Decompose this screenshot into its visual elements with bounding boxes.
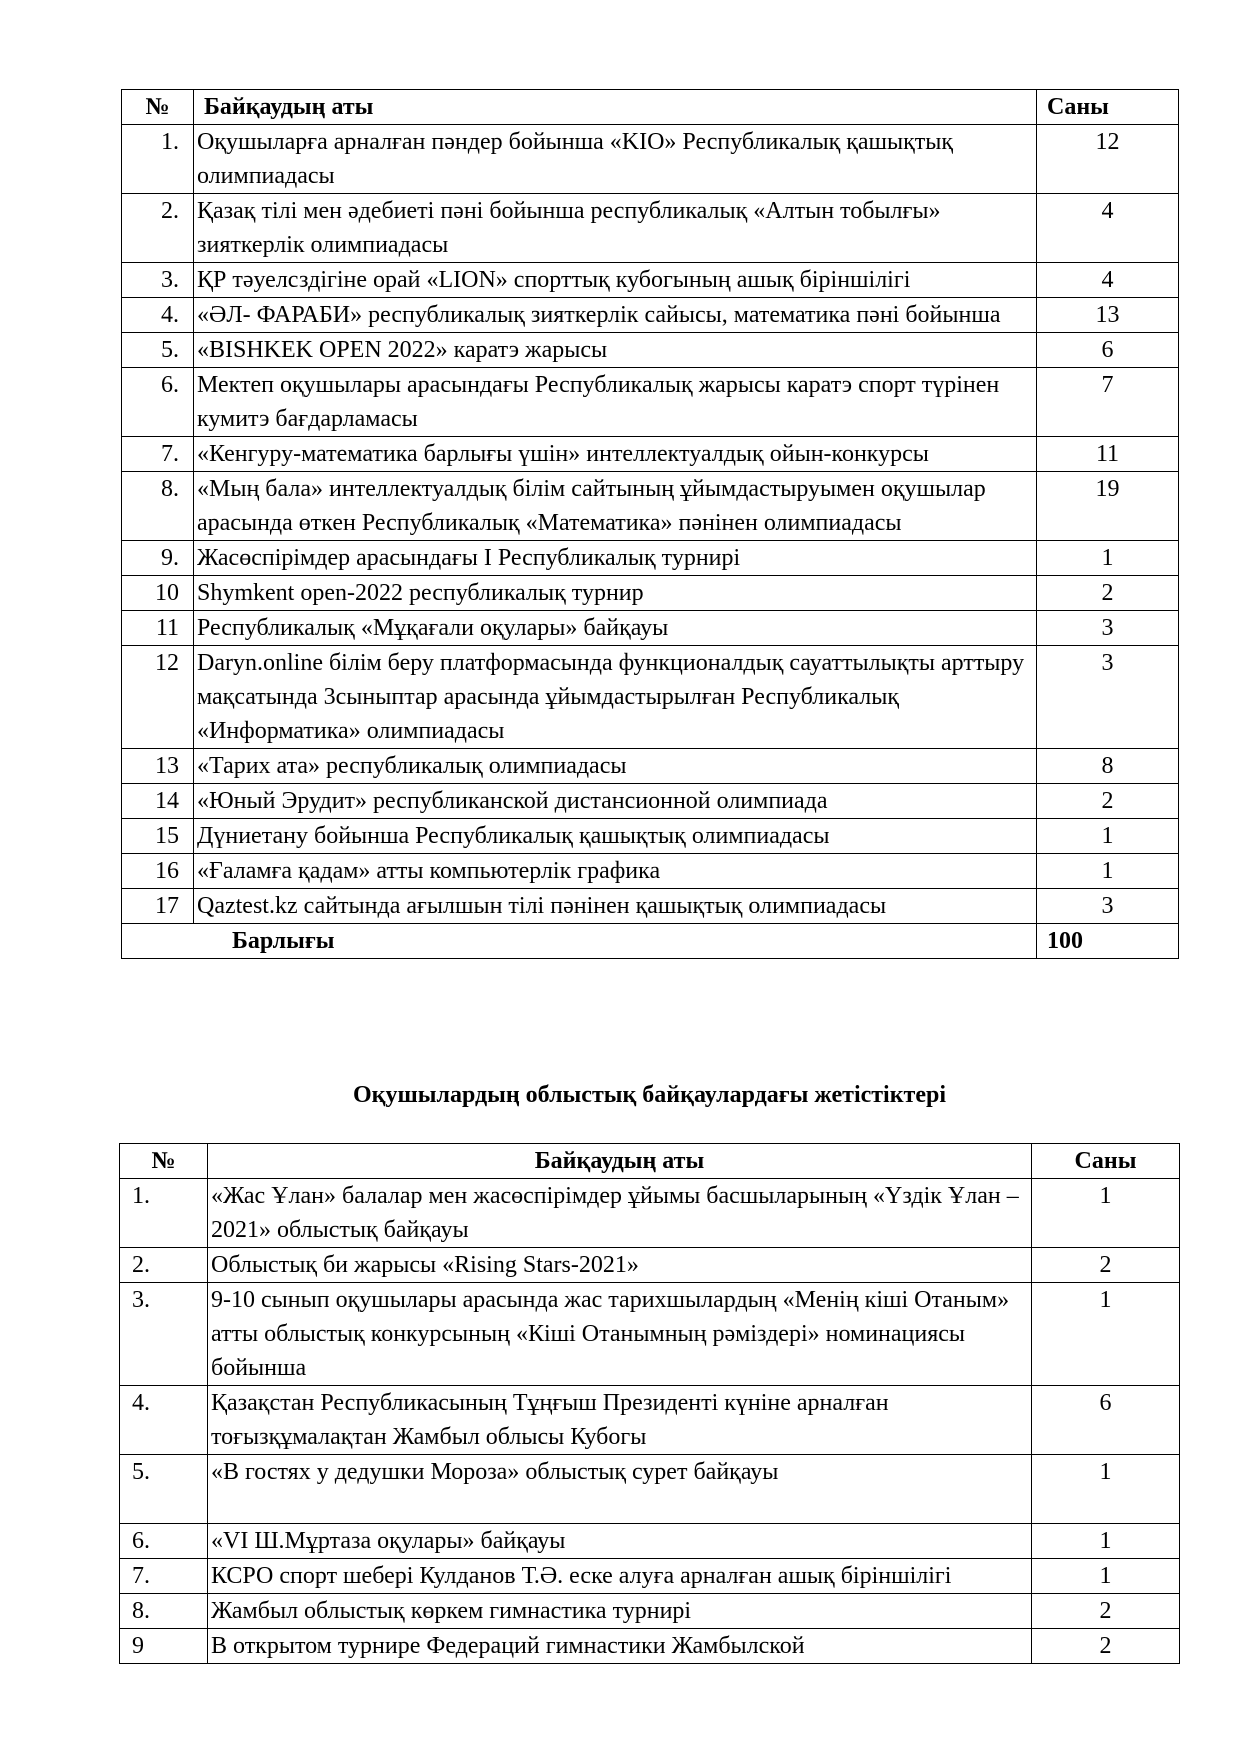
national-table-body xyxy=(122,125,1179,959)
row-count: 1 xyxy=(1037,819,1179,854)
table-row xyxy=(122,125,1179,194)
row-count: 13 xyxy=(1037,298,1179,333)
row-count: 6 xyxy=(1037,333,1179,368)
header-count: Саны xyxy=(1037,90,1179,125)
competition-name: «Кенгуру-математика барлығы үшін» интеллектуалдық ойын-конкурсы xyxy=(194,437,1037,472)
row-number: 4. xyxy=(122,298,194,333)
table-row xyxy=(120,1594,1180,1629)
competition-name: Облыстық би жарысы «Rising Stars-2021» xyxy=(208,1248,1032,1283)
row-count: 2 xyxy=(1032,1248,1180,1283)
table-row xyxy=(122,646,1179,749)
header-number: № xyxy=(120,1144,208,1179)
table-row xyxy=(120,1559,1180,1594)
header-competition-name: Байқаудың аты xyxy=(208,1144,1032,1179)
table-row xyxy=(120,1629,1180,1664)
competition-name: Qaztest.kz сайтында ағылшын тілі пәнінен қашықтық олимпиадасы xyxy=(194,889,1037,924)
competition-name: «VI Ш.Мұртаза оқулары» байқауы xyxy=(208,1524,1032,1559)
row-count: 6 xyxy=(1032,1386,1180,1455)
row-number: 2. xyxy=(122,194,194,263)
competition-name: «BISHKEK OPEN 2022» каратэ жарысы xyxy=(194,333,1037,368)
table-row xyxy=(120,1386,1180,1455)
row-number: 6. xyxy=(120,1524,208,1559)
row-number: 16 xyxy=(122,854,194,889)
table-header-row xyxy=(120,1144,1180,1179)
row-count: 19 xyxy=(1037,472,1179,541)
table-header-row xyxy=(122,90,1179,125)
competition-name: Оқушыларға арналған пәндер бойынша «KIO» Республикалық қашықтық олимпиадасы xyxy=(194,125,1037,194)
table-row xyxy=(120,1248,1180,1283)
table-row xyxy=(122,784,1179,819)
table-row xyxy=(122,263,1179,298)
row-number: 3. xyxy=(122,263,194,298)
regional-section-title: Оқушылардың облыстық байқаулардағы жетістіктері xyxy=(352,1082,946,1108)
row-count: 8 xyxy=(1037,749,1179,784)
table-row xyxy=(122,298,1179,333)
table-row xyxy=(120,1524,1180,1559)
row-number: 5. xyxy=(122,333,194,368)
row-count: 11 xyxy=(1037,437,1179,472)
table-row xyxy=(122,611,1179,646)
row-count: 2 xyxy=(1032,1594,1180,1629)
competition-name: «Ғаламға қадам» атты компьютерлік графика xyxy=(194,854,1037,889)
header-competition-name: Байқаудың аты xyxy=(194,90,1037,125)
row-number: 3. xyxy=(120,1283,208,1386)
row-count: 2 xyxy=(1037,784,1179,819)
row-count: 1 xyxy=(1032,1455,1180,1524)
row-number: 14 xyxy=(122,784,194,819)
competition-name: Қазақ тілі мен әдебиеті пәні бойынша республикалық «Алтын тобылғы» зияткерлік олимпиадасы xyxy=(194,194,1037,263)
row-count: 2 xyxy=(1032,1629,1180,1664)
table-row xyxy=(120,1283,1180,1386)
table-row xyxy=(122,819,1179,854)
row-count: 12 xyxy=(1037,125,1179,194)
competition-name: Мектеп оқушылары арасындағы Республикалық жарысы каратэ спорт түрінен кумитэ бағдарламасы xyxy=(194,368,1037,437)
row-number: 1. xyxy=(122,125,194,194)
table-row xyxy=(122,368,1179,437)
competition-name: «Мың бала» интеллектуалдық білім сайтының ұйымдастыруымен оқушылар арасында өткен Республикалық «Математика» пәнінен олимпиадасы xyxy=(194,472,1037,541)
total-label: Барлығы xyxy=(122,924,1037,959)
row-count: 1 xyxy=(1032,1179,1180,1248)
competition-name: Қазақстан Республикасының Тұңғыш Президенті күніне арналған тоғызқұмалақтан Жамбыл облысы Кубогы xyxy=(208,1386,1032,1455)
row-number: 11 xyxy=(122,611,194,646)
row-number: 8. xyxy=(122,472,194,541)
row-number: 9. xyxy=(122,541,194,576)
row-number: 6. xyxy=(122,368,194,437)
table-row xyxy=(122,541,1179,576)
competition-name: Shymkent open-2022 республикалық турнир xyxy=(194,576,1037,611)
competition-name: ҚР тәуелсздігіне орай «LION» спорттық кубогының ашық біріншілігі xyxy=(194,263,1037,298)
table-row xyxy=(122,854,1179,889)
table-row xyxy=(122,749,1179,784)
row-number: 1. xyxy=(120,1179,208,1248)
row-number: 10 xyxy=(122,576,194,611)
row-number: 7. xyxy=(122,437,194,472)
row-count: 2 xyxy=(1037,576,1179,611)
competition-name: «ӘЛ- ФАРАБИ» республикалық зияткерлік сайысы, математика пәні бойынша xyxy=(194,298,1037,333)
competition-name: Дүниетану бойынша Республикалық қашықтық олимпиадасы xyxy=(194,819,1037,854)
row-number: 9 xyxy=(120,1629,208,1664)
total-row xyxy=(122,924,1179,959)
row-count: 1 xyxy=(1032,1524,1180,1559)
row-number: 15 xyxy=(122,819,194,854)
competition-name: «В гостях у дедушки Мороза» облыстық сурет байқауы xyxy=(208,1455,1032,1524)
row-count: 4 xyxy=(1037,263,1179,298)
row-number: 13 xyxy=(122,749,194,784)
table-row xyxy=(122,576,1179,611)
competition-name: КСРО спорт шебері Кулданов Т.Ә. еске алуға арналған ашық біріншілігі xyxy=(208,1559,1032,1594)
row-count: 4 xyxy=(1037,194,1179,263)
table-row xyxy=(120,1179,1180,1248)
table-row xyxy=(120,1455,1180,1524)
competition-name: Daryn.online білім беру платформасында функционалдық сауаттылықты арттыру мақсатында 3сыныптар арасында ұйымдастырылған Республикалық «Информатика» олимпиадасы xyxy=(194,646,1037,749)
competition-name: «Юный Эрудит» республиканской дистансионной олимпиада xyxy=(194,784,1037,819)
row-number: 8. xyxy=(120,1594,208,1629)
regional-competitions-table xyxy=(119,1143,1180,1664)
competition-name: В открытом турнире Федераций гимнастики Жамбылской xyxy=(208,1629,1032,1664)
competition-name: 9-10 сынып оқушылары арасында жас тарихшылардың «Менің кіші Отаным» атты облыстық конкурсының «Кіші Отанымның рәміздері» номинациясы бойынша xyxy=(208,1283,1032,1386)
table-row xyxy=(122,194,1179,263)
row-number: 2. xyxy=(120,1248,208,1283)
table-row xyxy=(122,333,1179,368)
row-count: 1 xyxy=(1032,1559,1180,1594)
row-number: 5. xyxy=(120,1455,208,1524)
row-count: 3 xyxy=(1037,889,1179,924)
row-count: 1 xyxy=(1037,854,1179,889)
table-row xyxy=(122,472,1179,541)
table-row xyxy=(122,889,1179,924)
competition-name: Жамбыл облыстық көркем гимнастика турнирі xyxy=(208,1594,1032,1629)
row-number: 4. xyxy=(120,1386,208,1455)
header-count: Саны xyxy=(1032,1144,1180,1179)
header-number: № xyxy=(122,90,194,125)
row-number: 12 xyxy=(122,646,194,749)
row-count: 3 xyxy=(1037,646,1179,749)
competition-name: «Жас Ұлан» балалар мен жасөспірімдер ұйымы басшыларының «Үздік Ұлан – 2021» облыстық байқауы xyxy=(208,1179,1032,1248)
competition-name: Жасөспірімдер арасындағы I Республикалық турнирі xyxy=(194,541,1037,576)
row-count: 1 xyxy=(1037,541,1179,576)
regional-table-body xyxy=(120,1179,1180,1664)
total-value: 100 xyxy=(1037,924,1179,959)
table-row xyxy=(122,437,1179,472)
row-count: 3 xyxy=(1037,611,1179,646)
row-count: 7 xyxy=(1037,368,1179,437)
competition-name: Республикалық «Мұқағали оқулары» байқауы xyxy=(194,611,1037,646)
row-number: 17 xyxy=(122,889,194,924)
competition-name: «Тарих ата» республикалық олимпиадасы xyxy=(194,749,1037,784)
row-count: 1 xyxy=(1032,1283,1180,1386)
row-number: 7. xyxy=(120,1559,208,1594)
national-competitions-table xyxy=(121,89,1179,959)
